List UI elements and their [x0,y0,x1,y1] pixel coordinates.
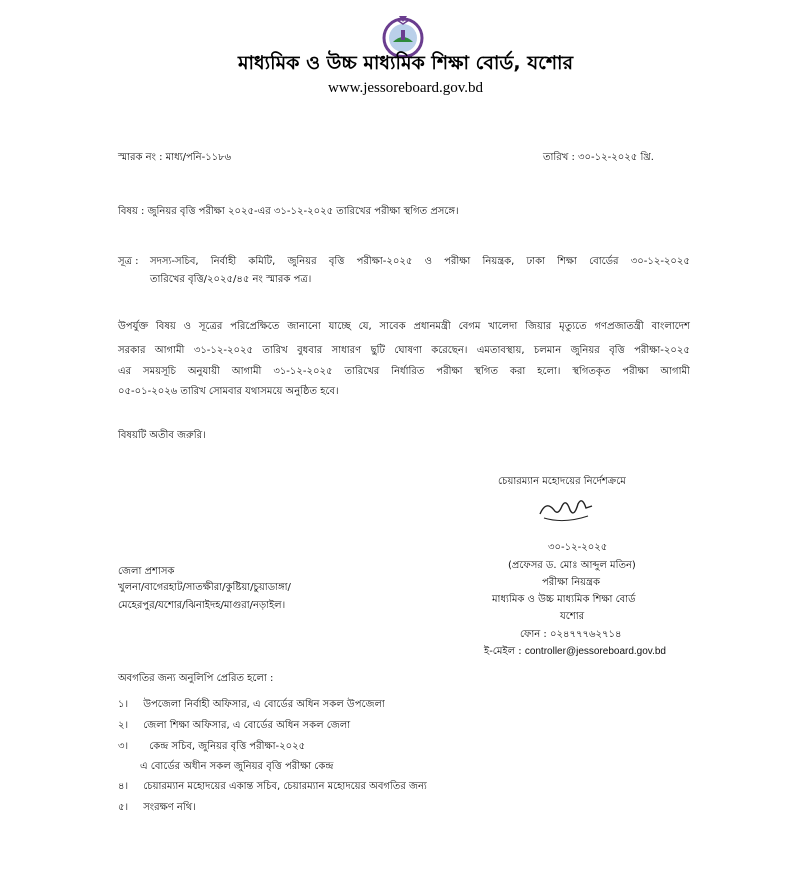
copy-item-number: ৫। [118,802,129,813]
word: বুধবার [297,345,323,356]
word: বোর্ডের [589,256,619,267]
word: গণপ্রজাতন্ত্রী [594,321,644,332]
reference-line-2: তারিখের বৃত্তি/২০২৫/৪৫ নং স্মারক পত্র। [150,274,312,285]
word: পরীক্ষা [436,366,463,377]
word: তারিখের [344,366,380,377]
word: হলো। [537,366,561,377]
signatory-title: পরীক্ষা নিয়ন্ত্রক [542,577,600,588]
reference-label: সূত্র : [118,256,139,267]
copy-item-5 [118,800,196,817]
copy-item-4 [118,779,427,796]
word: আগামী [231,366,262,377]
word: আগামী [154,345,185,356]
board-website: www.jessoreboard.gov.bd [327,80,484,96]
recipient-line-2: মেহেরপুর/যশোর/ঝিনাইদহ/মাগুরা/নড়াইল। [118,600,286,611]
copy-item-1 [118,697,385,714]
word: এর [118,366,132,377]
copy-item-text: উপজেলা নির্বাহী অফিসার, এ বোর্ডের অধিন সকল উপজেলা [143,699,385,710]
word: বৃত্তি [328,256,345,267]
word: করা [509,366,526,377]
signature-icon [536,494,596,526]
word: করেছেন। [431,345,468,356]
signatory-name: (প্রফেসর ড. মোঃ আব্দুল মতিন) [508,560,636,571]
copy-item-text: কেন্দ্র সচিব, জুনিয়র বৃত্তি পরীক্ষা-২০২৫ [149,741,306,752]
word: জুনিয়র [570,345,600,356]
word: কমিটি, [248,256,276,267]
word: আগামী [660,366,690,377]
signatory-phone: ফোন : ০২৪৭৭৭৬২৭১৪ [520,629,622,640]
signatory-date: ৩০-১২-২০২৫ [548,542,608,553]
copy-item-3-sub: এ বোর্ডের অধীন সকল জুনিয়র বৃত্তি পরীক্ষা কেন্দ্র [140,761,334,772]
word: বিষয় [155,321,176,332]
word: যে, [358,321,372,332]
email-label: ই-মেইল : [484,646,522,657]
signatory-city: যশোর [560,611,585,622]
reference-line-1 [150,254,690,271]
body-line-1 [118,319,690,336]
body-line-4: ০৫-০১-২০২৬ তারিখ সোমবার যথাসময়ে অনুষ্ঠিত হবে। [118,386,339,397]
word: নির্ধারিত [391,366,425,377]
copy-item-number: ৪। [118,781,129,792]
body-line-2 [118,343,690,360]
word: ৩১-১২-২০২৫ [273,366,333,377]
word: ও [424,256,432,267]
word: ঘোষণা [394,345,422,356]
signatory-organization: মাধ্যমিক ও উচ্চ মাধ্যমিক শিক্ষা বোর্ড [492,594,636,605]
recipient-title: জেলা প্রশাসক [118,566,175,577]
copy-item-text: জেলা শিক্ষা অফিসার, এ বোর্ডের অধিন সকল জেলা [143,720,351,731]
word: অনুযায়ী [187,366,220,377]
copy-item-number: ২। [118,720,129,731]
urgent-note: বিষয়টি অতীব জরুরি। [118,430,206,441]
word: জানানো [287,321,321,332]
word: ও [183,321,191,332]
copy-item-number: ১। [118,699,129,710]
word: এমতাবস্থায়, [476,345,525,356]
word: সদস্য-সচিব, [150,256,199,267]
copy-item-number: ৩। [118,741,129,752]
email-address[interactable]: controller@jessoreboard.gov.bd [524,646,666,657]
copy-item-text: চেয়ারম্যান মহোদয়ের একান্ত সচিব, চেয়ারম্যান মহোদয়ের অবগতির জন্য [143,781,427,792]
word: সাবেক [379,321,406,332]
recipient-line-1: খুলনা/বাগেরহাট/সাতক্ষীরা/কুষ্টিয়া/চুয়াডাঙ্গা/ [118,582,291,593]
word: জিয়ার [525,321,552,332]
word: সময়সূচি [143,366,176,377]
word: সাধারণ [331,345,362,356]
body-line-3 [118,364,690,381]
word: শিক্ষা [557,256,577,267]
copy-item-2 [118,718,350,735]
word: পরীক্ষা-২০২৫ [634,345,690,356]
word: ৩০-১২-২০২৫ [630,256,690,267]
signatory-email [484,644,666,661]
word: পরীক্ষা [622,366,649,377]
copy-item-text: সংরক্ষণ নথি। [143,802,196,813]
word: পরীক্ষা-২০২৫ [356,256,413,267]
word: স্থগিত [474,366,498,377]
word: উপর্যুক্ত [118,321,149,332]
memo-number: স্মারক নং : মাধ্য/পনি-১১৮৬ [118,152,232,163]
word: সূত্রের [198,321,223,332]
subject-line: বিষয় : জুনিয়র বৃত্তি পরীক্ষা ২০২৫-এর ৩১-১২-২০২৫ তারিখের পরীক্ষা স্থগিত প্রসঙ্গে। [118,206,459,217]
word: প্রধানমন্ত্রী [413,321,451,332]
word: বৃত্তি [609,345,625,356]
word: নির্বাহী [210,256,237,267]
word: ৩১-১২-২০২৫ [193,345,254,356]
word: ঢাকা [526,256,545,267]
word: তারিখ [262,345,288,356]
board-title: মাধ্যমিক ও উচ্চ মাধ্যমিক শিক্ষা বোর্ড, যশোর [237,52,574,74]
word: নিয়ন্ত্রক, [482,256,515,267]
word: জুনিয়র [287,256,317,267]
signatory-directive: চেয়ারম্যান মহোদয়ের নির্দেশক্রমে [498,476,626,487]
word: পরিপ্রেক্ষিতে [230,321,280,332]
word: চলমান [533,345,562,356]
word: যাচ্ছে [328,321,351,332]
word: খালেদা [488,321,518,332]
word: বাংলাদেশ [651,321,690,332]
word: ছুটি [370,345,385,356]
word: মৃত্যুতে [559,321,587,332]
word: সরকার [118,345,146,356]
memo-date: তারিখ : ৩০-১২-২০২৫ খ্রি. [543,152,654,163]
word: বেগম [458,321,481,332]
word: পরীক্ষা [444,256,471,267]
word: স্থগিতকৃত [572,366,611,377]
copy-item-3 [118,739,305,756]
copies-intro: অবগতির জন্য অনুলিপি প্রেরিত হলো : [118,673,274,684]
